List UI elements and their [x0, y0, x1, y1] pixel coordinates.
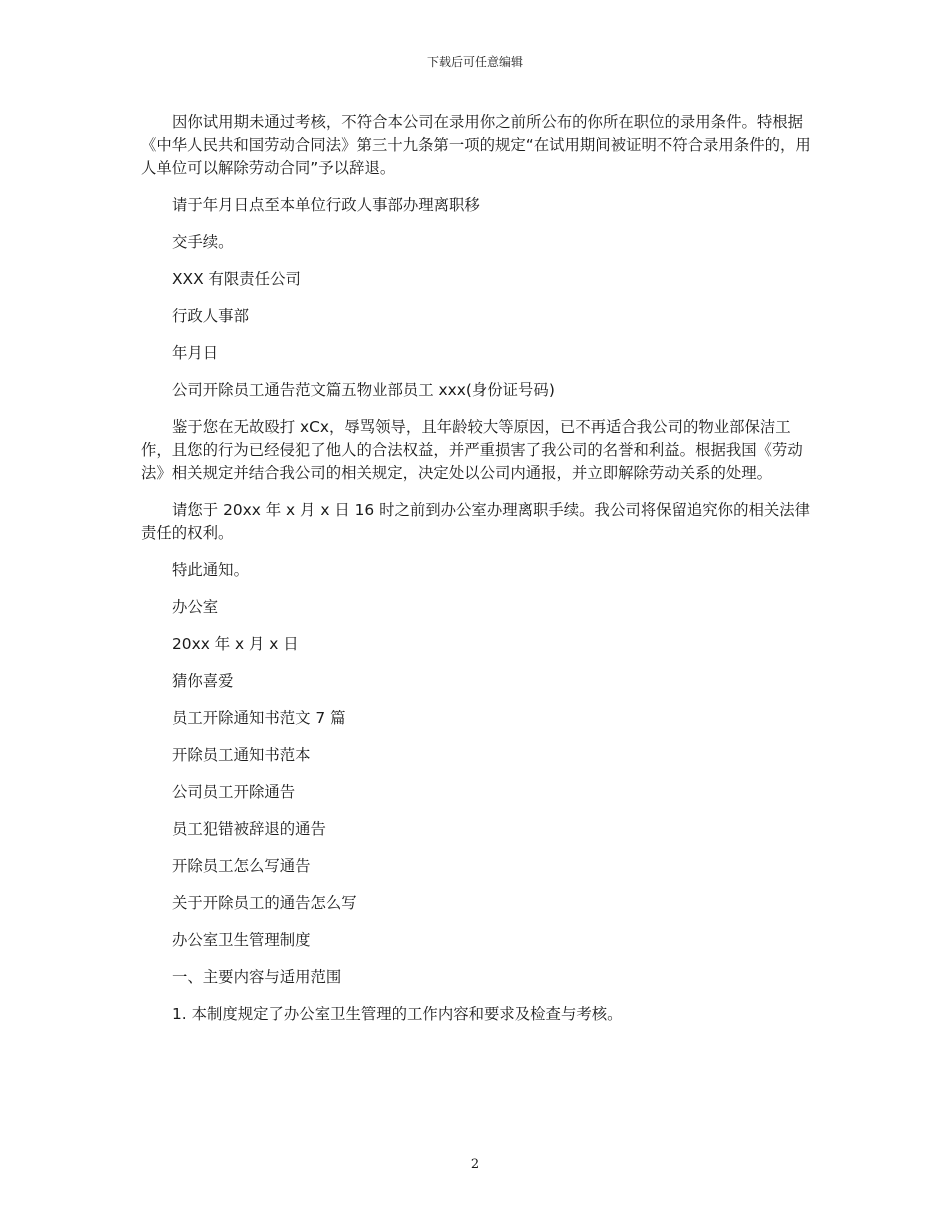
notice-closing: 特此通知。: [172, 561, 249, 579]
section-subtitle: 一、主要内容与适用范围: [172, 968, 342, 986]
paragraph: 因你试用期未通过考核，不符合本公司在录用你之前所公布的你所在职位的录用条件。特根据《中华人民共和国劳动合同法》第三十九条第一项的规定“在试用期间被证明不符合录用条件的，用人单位可以解除劳动合同”予以辞退。: [141, 113, 811, 177]
issuer-name: 办公室: [172, 598, 219, 616]
paragraph: 鉴于您在无故殴打 xCx，辱骂领导，且年龄较大等原因，已不再适合我公司的物业部保洁工作，且您的行为已经侵犯了他人的合法权益，并严重损害了我公司的名誉和利益。根据我国《劳动法》相关规定并结合我公司的相关规定，决定处以公司内通报，并立即解除劳动关系的处理。: [141, 418, 803, 482]
section-title: 办公室卫生管理制度: [172, 931, 311, 949]
related-item: 开除员工怎么写通告: [172, 857, 311, 875]
related-item: 公司员工开除通告: [172, 783, 296, 801]
related-item: 关于开除员工的通告怎么写: [172, 894, 357, 912]
related-item: 开除员工通知书范本: [172, 746, 311, 764]
related-heading: 猜你喜爱: [172, 672, 234, 690]
paragraph: 1. 本制度规定了办公室卫生管理的工作内容和要求及检查与考核。: [172, 1005, 623, 1023]
related-item: 员工犯错被辞退的通告: [172, 820, 326, 838]
document-body: [141, 111, 811, 1040]
related-item: 员工开除通知书范文 7 篇: [172, 709, 346, 727]
date-line: 年月日: [172, 344, 219, 362]
paragraph: 请于年月日点至本单位行政人事部办理离职移: [172, 196, 480, 214]
paragraph: 交手续。: [172, 233, 234, 251]
paragraph: 请您于 20xx 年 x 月 x 日 16 时之前到办公室办理离职手续。我公司将保留追究你的相关法律责任的权利。: [141, 501, 811, 542]
page-header: 下载后可任意编辑: [426, 55, 523, 69]
company-name: XXX 有限责任公司: [172, 270, 301, 288]
department-name: 行政人事部: [172, 307, 249, 325]
page-number: 2: [470, 1157, 480, 1172]
section-title: 公司开除员工通告范文篇五物业部员工 xxx(身份证号码): [172, 381, 555, 399]
date-line: 20xx 年 x 月 x 日: [172, 635, 299, 653]
